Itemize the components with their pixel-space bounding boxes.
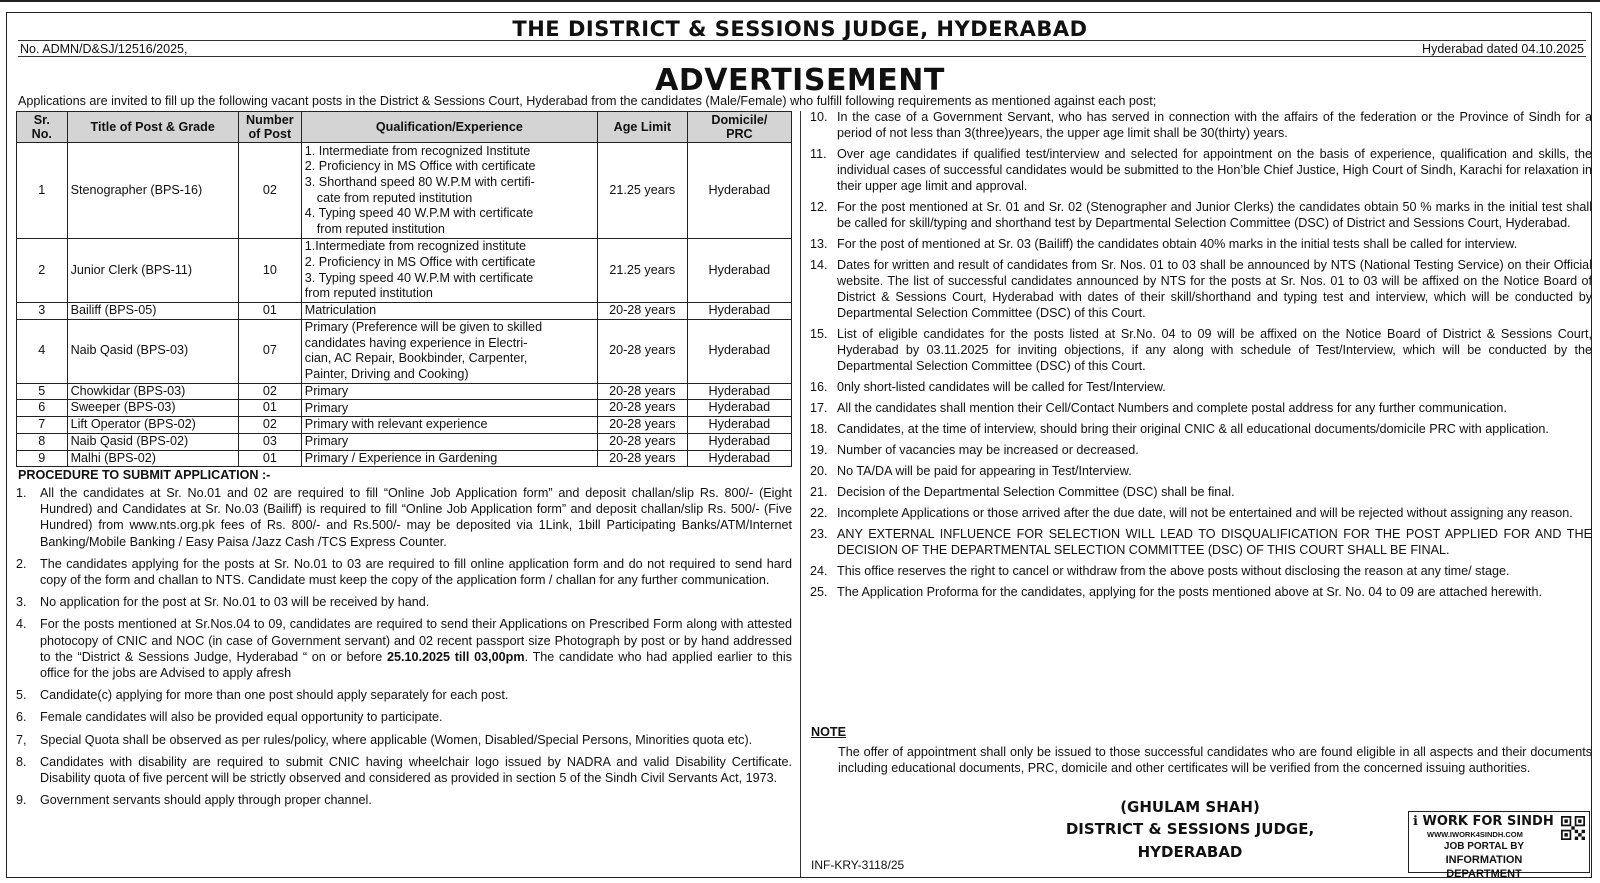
list-item: 3. No application for the post at Sr. No.01 to 03 will be received by hand.	[16, 595, 430, 610]
reference-line	[18, 40, 1586, 57]
cell-title: Junior Clerk (BPS-11)	[67, 239, 238, 303]
cell-title: Chowkidar (BPS-03)	[67, 383, 238, 400]
intro-text: Applications are invited to fill up the following vacant posts in the District & Sessions Court, Hyderabad from the candidates (Male/Female) who fulfill following requirements as mentioned against each post;	[18, 94, 1157, 108]
procedure-list	[16, 485, 792, 814]
i-mark-icon: ℹ	[1413, 814, 1418, 829]
procedure-heading: PROCEDURE TO SUBMIT APPLICATION :-	[18, 468, 271, 482]
logo-brand: ℹ WORK FOR SINDH	[1413, 814, 1554, 829]
cell-age: 20-28 years	[597, 433, 687, 450]
conditions-list	[810, 109, 1592, 605]
cell-sr: 2	[17, 239, 68, 303]
cell-domicile: Hyderabad	[687, 433, 791, 450]
signatory-name: (GHULAM SHAH)	[1120, 798, 1260, 816]
table-row	[17, 433, 792, 450]
list-item: 17. All the candidates shall mention their Cell/Contact Numbers and complete postal address for any further communication.	[810, 401, 1507, 415]
signatory-designation: DISTRICT & SESSIONS JUDGE,	[1065, 820, 1315, 838]
list-item: 13. For the post of mentioned at Sr. 03 (Bailiff) the candidates obtain 40% marks in the initial tests shall be called for interview.	[810, 237, 1518, 251]
cell-number: 10	[238, 239, 301, 303]
cell-domicile: Hyderabad	[687, 383, 791, 400]
cell-qualification: Primary	[301, 383, 597, 400]
list-item: 24. This office reserves the right to cancel or withdraw from the above posts without disclosing the reason at any time/ stage.	[810, 564, 1510, 578]
cell-age: 20-28 years	[597, 417, 687, 434]
header-domicile: Domicile/ PRC	[687, 112, 791, 143]
cell-sr: 5	[17, 383, 68, 400]
table-row	[17, 239, 792, 303]
top-rule	[0, 0, 1600, 2]
vacancies-table	[16, 111, 792, 467]
list-item: 23. ANY EXTERNAL INFLUENCE FOR SELECTION WILL LEAD TO DISQUALIFICATION FOR THE POST APPLIED FOR AND THE DECISION OF THE DEPARTMENTAL SELECTION COMMITTEE (DSC) OF THIS COURT SHALL BE FINAL.	[810, 527, 1592, 557]
cell-qualification: Primary / Experience in Gardening	[301, 450, 597, 467]
cell-title: Bailiff (BPS-05)	[67, 303, 238, 320]
signatory-city: HYDERABAD	[1137, 843, 1243, 861]
list-item: 15. List of eligible candidates for the posts listed at Sr.No. 04 to 09 will be affixed on the Notice Board of District & Sessions Court, Hyderabad by 03.11.2025 for inviting objections, if any along with schedule of Test/Interview, which will be conducted by the Departmental Selection Committee (DSC) of this Court.	[810, 327, 1592, 373]
logo-line1: JOB PORTAL BY	[1443, 841, 1525, 852]
cell-sr: 4	[17, 319, 68, 383]
cell-age: 21.25 years	[597, 143, 687, 239]
cell-domicile: Hyderabad	[687, 239, 791, 303]
note-text: The offer of appointment shall only be issued to those successful candidates who are found eligible in all aspects and their documents including educational documents, PRC, domicile and other certificates will be verified from the concerned issuing authorities.	[838, 745, 1592, 775]
header-age: Age Limit	[597, 112, 687, 143]
list-item: 11. Over age candidates if qualified test/interview and selected for appointment on the basis of experience, qualification and skills, the individual cases of successful candidates would be submitted to the Hon’ble Chief Justice, High Court of Sindh, Karachi for relaxation in their upper age limit and approval.	[810, 147, 1592, 193]
header-number: Number of Post	[238, 112, 301, 143]
list-item: 12. For the post mentioned at Sr. 01 and Sr. 02 (Stenographer and Junior Clerks) the candidates obtain 50 % marks in the initial test shall be called for skill/typing and shorthand test by Departmental Selection Committee (DSC) of District and Sessions Court, Hyderabad.	[810, 200, 1592, 230]
table-row	[17, 143, 792, 239]
cell-number: 01	[238, 400, 301, 417]
logo-line2: INFORMATION DEPARTMENT	[1445, 854, 1523, 880]
cell-title: Sweeper (BPS-03)	[67, 400, 238, 417]
cell-number: 02	[238, 383, 301, 400]
deadline: 25.10.2025 till 03,00pm	[386, 649, 525, 664]
header-title: Title of Post & Grade	[67, 112, 238, 143]
cell-sr: 1	[17, 143, 68, 239]
cell-sr: 9	[17, 450, 68, 467]
cell-number: 01	[238, 450, 301, 467]
cell-number: 07	[238, 319, 301, 383]
table-row	[17, 417, 792, 434]
list-item: 1. All the candidates at Sr. No.01 and 02 are required to fill “Online Job Application form” and deposit challan/slip Rs. 800/- (Eight Hundred) and Candidates at Sr. No.03 (Bailiff) is required to fill “Online Job Application form” and deposit challan/slip Rs. 500/- (Five Hundred) from www.nts.org.pk fees of Rs. 800/- and Rs.500/- may be deposited via 1Link, 1bill Participating Banks/ATM/Internet Banking/Mobile Banking / Easy Paisa /Jazz Cash /TCS Express Counter.	[16, 486, 792, 549]
cell-sr: 3	[17, 303, 68, 320]
cell-qualification: 1.Intermediate from recognized institute 2. Proficiency in MS Office with certificate 3. Typing speed 40 W.P.M with certificate from reputed institution	[301, 239, 597, 303]
list-item: 9. Government servants should apply through proper channel.	[16, 793, 372, 808]
job-portal-logo	[1408, 811, 1590, 880]
cell-domicile: Hyderabad	[687, 143, 791, 239]
list-item: 21. Decision of the Departmental Selection Committee (DSC) shall be final.	[810, 485, 1235, 499]
cell-domicile: Hyderabad	[687, 450, 791, 467]
list-item: 18. Candidates, at the time of interview, should bring their original CNIC & all educational documents/domicile PRC with application.	[810, 422, 1549, 436]
reference-number: No. ADMN/D&SJ/12516/2025,	[20, 42, 188, 56]
cell-qualification: 1. Intermediate from recognized Institute 2. Proficiency in MS Office with certificate 3. Shorthand speed 80 W.P.M with certifi- cate from reputed institution 4. Typing speed 40 W.P.M with certificate from reputed institution	[301, 143, 597, 239]
table-row	[17, 400, 792, 417]
table-row	[17, 450, 792, 467]
advertisement-title: ADVERTISEMENT	[655, 63, 945, 98]
cell-age: 21.25 years	[597, 239, 687, 303]
cell-title: Malhi (BPS-02)	[67, 450, 238, 467]
list-item: 4. For the posts mentioned at Sr.Nos.04 to 09, candidates are required to send their Applications on Prescribed Form along with attested photocopy of CNIC and NOC (in case of Government servant) and 02 recent passport size Photograph by post or by hand addressed to the “District & Sessions Judge, Hyderabad “ on or before 25.10.2025 till 03,00pm. The candidate who had applied earlier to this office for the jobs are Advised to apply afresh	[16, 617, 792, 681]
cell-qualification: Primary (Preference will be given to skilled candidates having experience in Electri- cian, AC Repair, Bookbinder, Carpenter, Painter, Driving and Cooking)	[301, 319, 597, 383]
list-item: 7, Special Quota shall be observed as per rules/policy, where applicable (Women, Disabled/Special Persons, Minorities quota etc).	[16, 732, 753, 747]
cell-qualification: Primary	[301, 433, 597, 450]
inf-code: INF-KRY-3118/25	[811, 858, 905, 872]
list-item: 2. The candidates applying for the posts at Sr. No.01 to 03 are required to fill online application form and do not required to send hard copy of the form and challan to NTS. Candidate must keep the copy of the application form / challan for any further communication.	[16, 556, 792, 588]
note-heading: NOTE	[811, 725, 846, 739]
cell-sr: 8	[17, 433, 68, 450]
cell-title: Naib Qasid (BPS-02)	[67, 433, 238, 450]
header-sr: Sr. No.	[17, 112, 68, 143]
cell-age: 20-28 years	[597, 450, 687, 467]
cell-domicile: Hyderabad	[687, 417, 791, 434]
cell-qualification: Matriculation	[301, 303, 597, 320]
table-row	[17, 319, 792, 383]
cell-sr: 7	[17, 417, 68, 434]
cell-title: Stenographer (BPS-16)	[67, 143, 238, 239]
list-item: 19. Number of vacancies may be increased or decreased.	[810, 443, 1139, 457]
cell-domicile: Hyderabad	[687, 400, 791, 417]
list-item: 5. Candidate(c) applying for more than one post should apply separately for each post.	[16, 688, 509, 703]
list-item: 22. Incomplete Applications or those arrived after the due date, will not be entertained and will be rejected without assigning any reason.	[810, 506, 1573, 520]
list-item: 14. Dates for written and result of candidates from Sr. Nos. 01 to 03 shall be announced by NTS (National Testing Service) on their Official website. The list of successful candidates announced by NTS for the posts at Sr. Nos. 01 to 03 will be affixed on the Notice Board of District & Sessions Court, Hyderabad with dates of their skill/shorthand and typing test and interview, which will be conducted by Departmental Selection Committee (DSC) of this Court.	[810, 258, 1592, 320]
list-item: 10. In the case of a Government Servant, who has served in connection with the affairs of the federation or the Province of Sindh for a period of not less than 3(three)years, the upper age limit shall be 30(thirty) years.	[810, 110, 1592, 140]
cell-sr: 6	[17, 400, 68, 417]
list-item: 25. The Application Proforma for the candidates, applying for the posts mentioned above at Sr. No. 04 to 09 are attached herewith.	[810, 585, 1542, 599]
cell-qualification: Primary	[301, 400, 597, 417]
column-divider	[800, 111, 801, 877]
table-row	[17, 383, 792, 400]
table-header-row	[17, 112, 792, 143]
cell-number: 01	[238, 303, 301, 320]
logo-site: WWW.IWORK4SINDH.COM	[1427, 830, 1523, 839]
cell-number: 02	[238, 143, 301, 239]
cell-domicile: Hyderabad	[687, 319, 791, 383]
list-item: 16. 0nly short-listed candidates will be called for Test/Interview.	[810, 380, 1166, 394]
cell-age: 20-28 years	[597, 303, 687, 320]
table-row	[17, 303, 792, 320]
court-title: THE DISTRICT & SESSIONS JUDGE, HYDERABAD	[512, 17, 1088, 41]
cell-title: Lift Operator (BPS-02)	[67, 417, 238, 434]
cell-domicile: Hyderabad	[687, 303, 791, 320]
cell-age: 20-28 years	[597, 319, 687, 383]
cell-number: 02	[238, 417, 301, 434]
list-item: 8. Candidates with disability are required to submit CNIC having wheelchair logo issued by NADRA and valid Disability Certificate. Disability quota of five percent will be strictly observed and considered as provided in section 5 of the Sindh Civil Servants Act, 1973.	[16, 754, 792, 786]
cell-age: 20-28 years	[597, 383, 687, 400]
header-qualification: Qualification/Experience	[301, 112, 597, 143]
cell-title: Naib Qasid (BPS-03)	[67, 319, 238, 383]
list-item: 6. Female candidates will also be provided equal opportunity to participate.	[16, 710, 443, 725]
qr-code-icon	[1561, 816, 1585, 840]
cell-age: 20-28 years	[597, 400, 687, 417]
cell-number: 03	[238, 433, 301, 450]
issue-date: Hyderabad dated 04.10.2025	[1422, 42, 1584, 56]
cell-qualification: Primary with relevant experience	[301, 417, 597, 434]
list-item: 20. No TA/DA will be paid for appearing in Test/Interview.	[810, 464, 1132, 478]
